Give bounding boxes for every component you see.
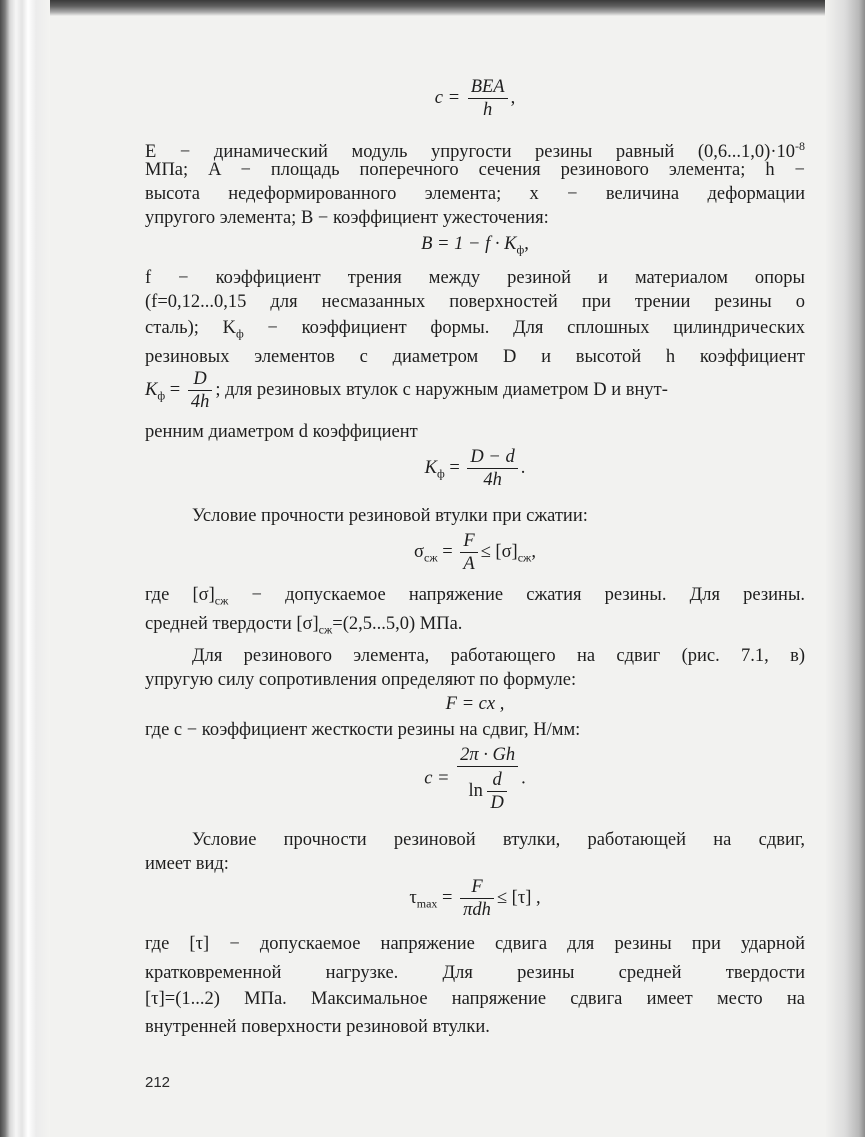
- text-line: ренним диаметром d коэффициент: [145, 422, 418, 442]
- scan-right-edge: [825, 0, 865, 1137]
- text-line: f − коэффициент трения между резиной и материалом опоры: [145, 268, 805, 288]
- page-number: 212: [145, 1074, 171, 1091]
- text-line: средней твердости $[\sigma]_{сж}=(2,5...5,0)$ МПа.: [145, 614, 463, 637]
- text-line: внутренней поверхности резиновой втулки.: [145, 1017, 490, 1037]
- formula-c-denominator: h: [468, 98, 508, 121]
- formula-sigma: $\sigma_{сж}$ = $\frac{F}{A}$ ≤ $[\sigma]_{сж}$,: [414, 531, 536, 574]
- text-line: [τ]=(1...2) МПа. Максимальное напряжение сдвига имеет место на: [145, 989, 805, 1009]
- text-line: где $[\sigma]_{сж}$ − допускаемое напряжение сжатия резины. Для резины.: [145, 585, 805, 608]
- text-line: где [τ] − допускаемое напряжение сдвига для резины при ударной: [145, 934, 805, 954]
- text-line: где c − коэффициент жесткости резины на сдвиг, Н/мм:: [145, 720, 581, 740]
- formula-B: $B = 1 - f \cdot K_ф$,: [421, 234, 529, 257]
- formula-c-numerator: BEA: [470, 77, 505, 97]
- formula-tau: $\tau_{max}$ = F πdh ≤ [τ] ,: [409, 877, 541, 920]
- text-line: Условие прочности резиновой втулки при сжатии:: [192, 506, 588, 526]
- text-line: упругую силу сопротивления определяют по формуле:: [145, 670, 577, 690]
- text-line-with-formula: $K_ф$ = $\frac{D}{4h}$ ; для резиновых втулок с наружным диаметром D и внут-: [145, 369, 668, 412]
- page-body: [145, 0, 805, 1137]
- formula-Kf: $K_ф$ = $\frac{D - d}{4h}$ .: [424, 447, 526, 490]
- text-line: Для резинового элемента, работающего на сдвиг (рис. 7.1, в): [192, 646, 805, 666]
- formula-c: c = BEA h ,: [434, 77, 516, 120]
- text-line: упругого элемента; B − коэффициент ужесточения:: [145, 208, 549, 228]
- formula-c2: c = 2π · Gh ln $\frac{d}{D}$ .: [424, 745, 526, 813]
- formula-c-lhs: c =: [434, 87, 461, 108]
- text-line: E − динамический модуль упругости резины равный $(0,6...1,0)\cdot 10^{-8}$: [145, 139, 805, 163]
- text-line: (f=0,12...0,15 для несмазанных поверхностей при трении резины о: [145, 292, 805, 312]
- book-spine-shadow: [0, 0, 50, 1137]
- text-line: сталь); $K_ф$ − коэффициент формы. Для сплошных цилиндрических: [145, 318, 805, 341]
- text-line: имеет вид:: [145, 854, 229, 874]
- text-line: резиновых элементов с диаметром D и высотой h коэффициент: [145, 347, 805, 367]
- text-line: высота недеформированного элемента; x − величина деформации: [145, 184, 805, 204]
- text-line: кратковременной нагрузке. Для резины средней твердости: [145, 963, 805, 983]
- text-line: Условие прочности резиновой втулки, работающей на сдвиг,: [192, 830, 805, 850]
- formula-F: F = cx ,: [445, 694, 505, 714]
- text-line: МПа; A − площадь поперечного сечения резинового элемента; h −: [145, 160, 805, 180]
